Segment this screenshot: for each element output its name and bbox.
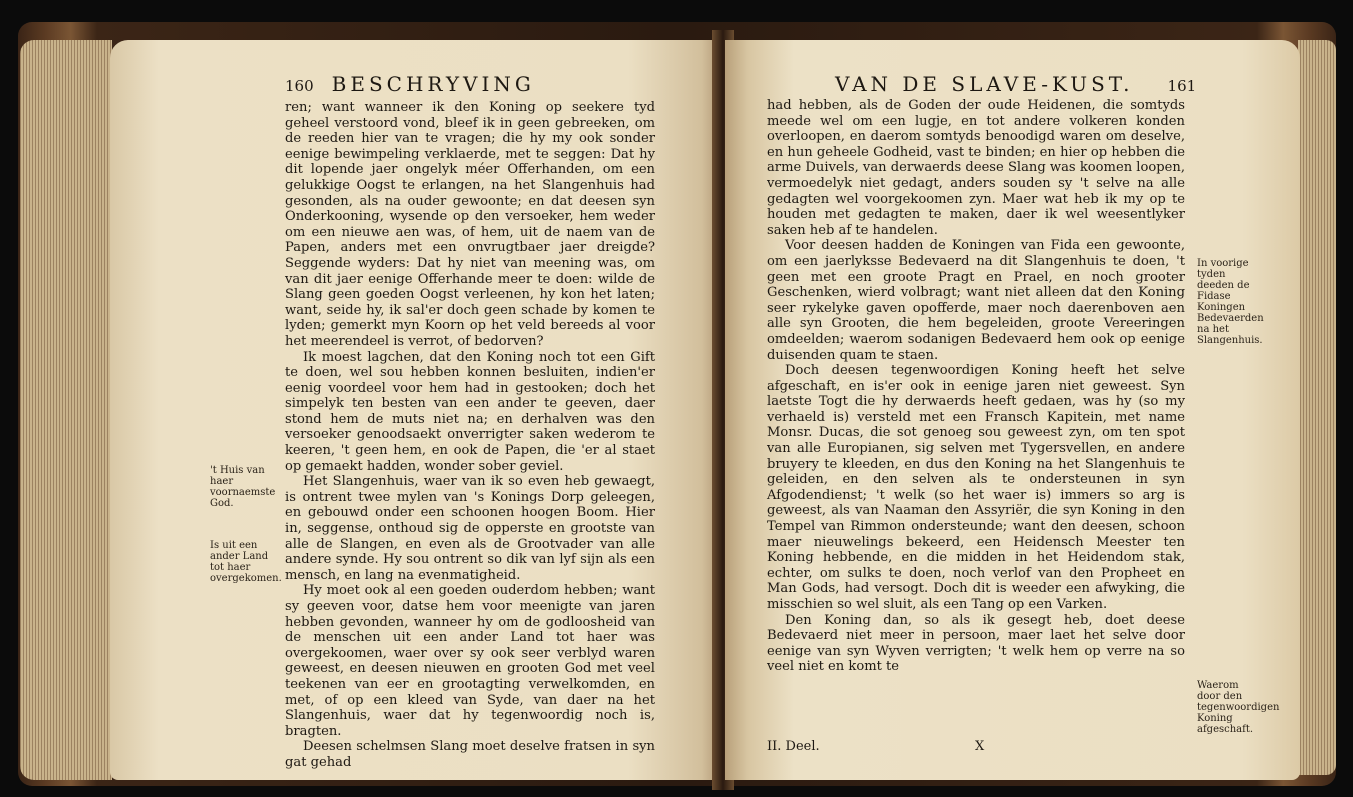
right-head-title: VAN DE SLAVE-KUST.: [835, 72, 1134, 96]
right-page: [725, 40, 1300, 780]
left-page-number: 160: [285, 77, 314, 95]
left-body-text: [285, 100, 655, 771]
right-paragraph: had hebben, als de Goden der oude Heidenen, die somtyds meede wel om een lugje, en tot andere volkeren konden overloopen, en daerom somtyds benoodigd waren om deselve, en hun geheele Godheid, vast te binden; en hier op hebben die arme Duivels, van derwaerds deese Slang was koomen loopen, vermoedelyk niet gedagt, anders souden sy 't selve na alle gedagten wel voorgekoomen zyn. Maer wat heb ik my op te houden met gedagten te maken, daer ik wel weesentlyker saken heb af te handelen.: [767, 98, 1185, 238]
left-paragraph: Deesen schelmsen Slang moet deselve fratsen in syn gat gehad: [285, 739, 655, 770]
footer-signature: II. Deel.: [767, 739, 820, 754]
left-paragraph: Het Slangenhuis, waer van ik so even heb gewaegt, is ontrent twee mylen van 's Konings Dorp geleegen, en gebouwd onder een schoonen hoogen Boom. Hier in, seggense, onthoud sig de opperste en grootste van alle de Slangen, en even als de Grootvader van alle andere synde. Hy sou ontrent so dik van lyf sijn als een mensch, en lang na evenmatigheid.: [285, 474, 655, 583]
right-page-number: 161: [1167, 77, 1197, 95]
footer-sheet-mark: X: [975, 739, 985, 754]
right-margin-note: Waerom door den tegenwoordigen Koning afgeschaft.: [1197, 680, 1280, 735]
left-page-edges: [20, 40, 112, 780]
right-paragraph: Den Koning dan, so als ik gesegt heb, doet deese Bedevaerd niet meer in persoon, maer laet het selve door eenige van syn Wyven verrigten; 't welk hem op verre na so veel niet en komt te: [767, 612, 1185, 675]
left-margin-note: Is uit een ander Land tot haer overgekomen.: [210, 540, 282, 584]
right-page-edges: [1298, 40, 1336, 775]
left-paragraph: Ik moest lagchen, dat den Koning noch tot een Gift te doen, wel sou hebben konnen besluiten, indien'er eenig voordeel voor hem had in gestooken; doch het simpelyk ten besten van een ander te geeven, daer stond hem de muts niet na; en derhalven was den versoeker genoodsaekt onverrigter saken wederom te keeren, 't geen hem, en ook de Papen, die 'er al staet op gemaekt hadden, wonder sober geviel.: [285, 349, 655, 474]
left-paragraph: ren; want wanneer ik den Koning op seekere tyd geheel verstoord vond, bleef ik in geen gebreeken, om de reeden hier van te vragen; die hy my ook sonder eenige bewimpeling verklaerde, met te seggen: Dat hy dit lopende jaer ongelyk méer Offerhanden, om een gelukkige Oogst te erlangen, na het Slangenhuis had gesonden, als na ouder gewoonte; en dat deesen syn Onderkooning, wysende op den versoeker, hem weder om een nieuwe aen was, of hem, uit de naem van de Papen, anders met een onvrugtbaer jaer dreigde? Seggende wyders: Dat hy niet van meening was, om van dit jaer eenige Offerhande meer te doen: wilde de Slang geen goeden Oogst verleenen, hy kon het laten; want, seide hy, ik sal'er doch geen schade by komen te lyden; gemerkt myn Koorn op het veld bereeds al voor het meerendeel is verrot, of bedorven?: [285, 100, 655, 349]
right-paragraph: Doch deesen tegenwoordigen Koning heeft het selve afgeschaft, en is'er ook in eenige jaren niet geweest. Syn laetste Togt die hy derwaerds heeft gedaen, was hy (so my verhaeld is) versteld met een Fransch Kapitein, met name Monsr. Ducas, die sot genoeg sou geweest zyn, om ten spot van alle Europianen, sig selven met Tygersvellen, en andere bruyery te kleeden, en dus den Koning na het Slangenhuis te geleiden, en den selven als te ondersteunen in syn Afgodendienst; 't welk (so het waer is) immers so arg is geweest, als van Naaman den Assyriër, die syn Koning in den Tempel van Rimmon ondersteunde; want den deesen, schoon maer nieuwelings bekeerd, een Heidensch Meester ten Koning hebbende, en die midden in het Heidendom stak, echter, om sulks te doen, noch verlof van den Propheet en Man Gods, had versogt. Doch dit is weeder een afwyking, die misschien so wel sluit, als een Tang op een Varken.: [767, 363, 1185, 612]
left-running-head: [285, 72, 535, 96]
right-margin-note: In voorige tyden deeden de Fidase Koningen Bedevaerden na het Slangenhuis.: [1197, 258, 1264, 346]
left-paragraph: Hy moet ook al een goeden ouderdom hebben; want sy geeven voor, datse hem voor meenigte van jaren hebben gevonden, wanneer hy om de godloosheid van de menschen uit een ander Land tot haer was overgekoomen, waer over sy ook seer verblyd waren geweest, en deesen nieuwen en grooten God met veel teekenen van eer en grootagting verwelkomden, en met, of op een kleed van Syde, van daer na het Slangenhuis, waer dat hy tegenwoordig noch is, bragten.: [285, 583, 655, 739]
left-head-title: BESCHRYVING: [331, 72, 535, 96]
left-margin-note: 't Huis van haer voornaemste God.: [210, 465, 276, 509]
right-paragraph: Voor deesen hadden de Koningen van Fida een gewoonte, om een jaerlyksse Bedevaerd na dit Slangenhuis te doen, 't geen met een groote Pragt en Prael, en noch grooter Geschenken, wierd volbragt; want niet alleen dat den Koning seer rykelyke gaven opofferde, maer noch daerenboven aen alle syn Grooten, die hem begeleiden, groote Vereeringen omdeelden; waerom sodanigen Bedevaerd hem ook op eenige duisenden quam te staen.: [767, 238, 1185, 363]
right-body-text: [767, 98, 1185, 675]
left-page: [110, 40, 720, 780]
right-running-head: [835, 72, 1196, 96]
